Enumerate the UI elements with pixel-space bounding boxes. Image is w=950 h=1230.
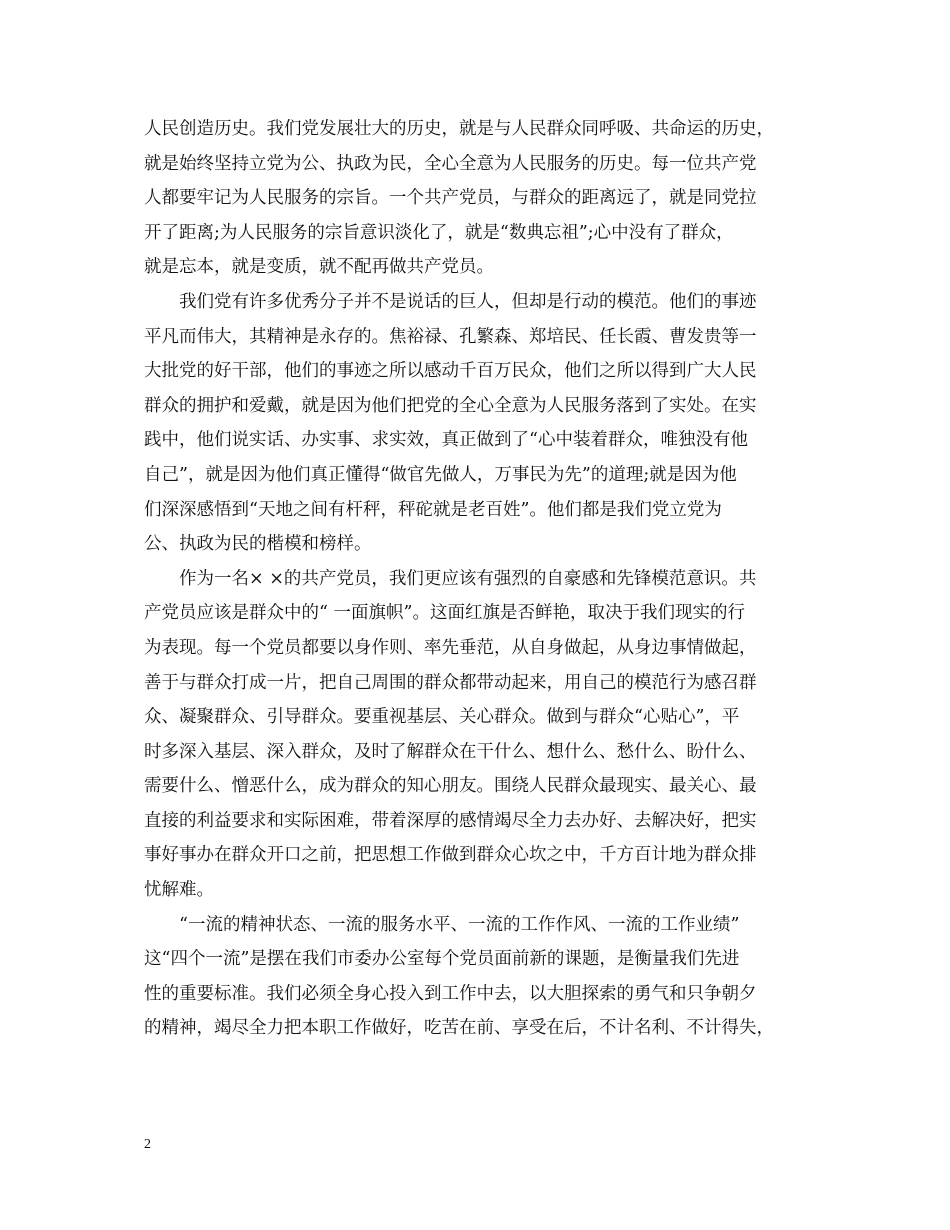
text-line: 开了距离;为人民服务的宗旨意识淡化了，就是“数典忘祖”;心中没有了群众，: [144, 222, 734, 243]
text-line: 这“四个一流”是摆在我们市委办公室每个党员面前新的课题，是衡量我们先进: [144, 949, 740, 970]
text-line: 直接的利益要求和实际困难，带着深厚的感情竭尽全力去办好、去解决好，把实: [144, 810, 757, 831]
text-line: 作为一名× ×的共产党员，我们更应该有强烈的自豪感和先锋模范意识。共: [179, 568, 757, 589]
text-line: 需要什么、憎恶什么，成为群众的知心朋友。围绕人民群众最现实、最关心、最: [144, 776, 757, 797]
text-line: 践中，他们说实话、办实事、求实效，真正做到了“心中装着群众，唯独没有他: [144, 430, 748, 451]
body-text: [144, 112, 824, 1046]
text-line: 事好事办在群众开口之前，把思想工作做到群众心坎之中，千方百计地为群众排: [144, 845, 757, 866]
text-line: 性的重要标准。我们必须全身心投入到工作中去，以大胆探索的勇气和只争朝夕: [144, 983, 757, 1004]
text-line: 忧解难。: [144, 880, 214, 901]
paragraph-4: [144, 908, 824, 1046]
text-line: 自己”，就是因为他们真正懂得“做官先做人，万事民为先”的道理;就是因为他: [144, 464, 737, 485]
text-line: 众、凝聚群众、引导群众。要重视基层、关心群众。做到与群众“心贴心”，平: [144, 707, 740, 728]
text-line: “一流的精神状态、一流的服务水平、一流的工作作风、一流的工作业绩”: [179, 914, 740, 935]
text-line: 就是忘本，就是变质，就不配再做共产党员。: [144, 257, 494, 278]
text-line: 公、执政为民的楷模和榜样。: [144, 534, 372, 555]
paragraph-3: [144, 562, 824, 908]
text-line: 平凡而伟大，其精神是永存的。焦裕禄、孔繁森、郑培民、任长霞、曹发贵等一: [144, 326, 757, 347]
text-line: 群众的拥护和爱戴，就是因为他们把党的全心全意为人民服务落到了实处。在实: [144, 395, 757, 416]
text-line: 人民创造历史。我们党发展壮大的历史，就是与人民群众同呼吸、共命运的历史，: [144, 119, 774, 139]
text-line: 人都要牢记为人民服务的宗旨。一个共产党员，与群众的距离远了，就是同党拉: [144, 188, 757, 209]
text-line: 产党员应该是群众中的“ 一面旗帜”。这面红旗是否鲜艳，取决于我们现实的行: [144, 603, 745, 624]
paragraph-1: [144, 112, 824, 285]
page-number: 2: [144, 1137, 151, 1152]
text-line: 时多深入基层、深入群众，及时了解群众在干什么、想什么、愁什么、盼什么、: [144, 741, 757, 762]
text-line: 们深深感悟到“天地之间有杆秤，秤砣就是老百姓”。他们都是我们党立党为: [144, 499, 722, 520]
text-line: 大批党的好干部，他们的事迹之所以感动千百万民众，他们之所以得到广大人民: [144, 361, 757, 382]
text-line: 我们党有许多优秀分子并不是说话的巨人，但却是行动的模范。他们的事迹: [179, 291, 757, 312]
text-line: 善于与群众打成一片，把自己周围的群众都带动起来，用自己的模范行为感召群: [144, 672, 757, 693]
text-line: 为表现。每一个党员都要以身作则、率先垂范，从自身做起，从身边事情做起，: [144, 637, 757, 658]
text-line: 的精神，竭尽全力把本职工作做好，吃苦在前、享受在后，不计名利、不计得失，: [144, 1018, 774, 1039]
paragraph-2: [144, 285, 824, 562]
text-line: 就是始终坚持立党为公、执政为民，全心全意为人民服务的历史。每一位共产党: [144, 153, 757, 174]
